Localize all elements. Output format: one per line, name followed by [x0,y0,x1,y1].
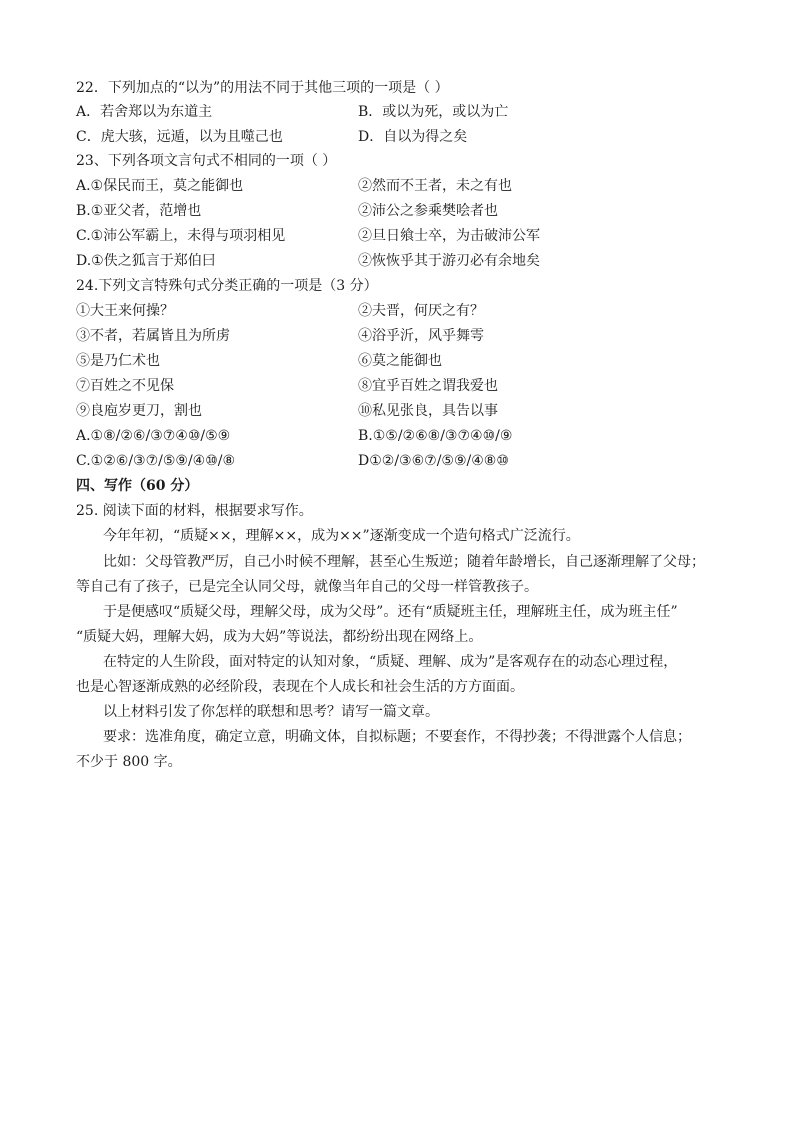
q23-option-d-right: ②恢恢乎其于游刃必有余地矣 [358,253,540,269]
material-paragraph-2-line-1: 比如：父母管教严厉，自己小时候不理解，甚至心生叛逆；随着年龄增长，自己逐渐理解了父母； [103,554,705,570]
q23-option-c-left: C.①沛公军霸上，未得与项羽相见 [76,228,286,244]
q24-option-d: D①②/③⑥⑦/⑤⑨/④⑧⑩ [358,453,509,469]
q23-option-c-right: ②旦日飨士卒，为击破沛公军 [358,228,540,244]
q22-stem: 22．下列加点的“以为”的用法不同于其他三项的一项是（ ） [76,80,449,96]
q23-option-d-left: D.①佚之狐言于郑伯曰 [76,253,216,269]
q23-option-a-right: ②然而不王者，未之有也 [358,178,512,194]
q24-item-1: ①大王来何操？ [76,303,174,319]
section-heading: 四、写作（60 分） [76,478,199,494]
q22-option-d: D．自以为得之矣 [358,129,468,145]
material-paragraph-2-line-2: 等自己有了孩子，已是完全认同父母，就像当年自己的父母一样管教孩子。 [76,579,538,595]
q25-stem: 25. 阅读下面的材料，根据要求写作。 [76,503,313,519]
q24-option-c: C.①②⑥/③⑦/⑤⑨/④⑩/⑧ [76,453,236,469]
q22-option-c: C．虎大骇，远遁，以为且噬己也 [76,129,283,145]
q24-item-4: ④浴乎沂，风乎舞雩 [358,328,484,344]
q24-item-2: ②夫晋，何厌之有？ [358,303,484,319]
q24-item-6: ⑥莫之能御也 [358,353,442,369]
material-paragraph-4-line-1: 在特定的人生阶段，面对特定的认知对象，“质疑、理解、成为”是客观存在的动态心理过程， [103,654,678,670]
q23-option-b-left: B.①亚父者，范增也 [76,203,202,219]
requirements-line-2: 不少于 800 字。 [76,754,182,770]
q23-option-a-left: A.①保民而王，莫之能御也 [76,178,244,194]
q22-option-a: A．若舍郑以为东道主 [76,104,213,120]
q24-item-5: ⑤是乃仁术也 [76,353,160,369]
q24-item-3: ③不者，若属皆且为所虏 [76,328,230,344]
q24-stem: 24.下列文言特殊句式分类正确的一项是（3 分） [76,278,378,294]
material-paragraph-1: 今年年初，“质疑××，理解××，成为××”逐渐变成一个造句格式广泛流行。 [103,528,580,544]
prompt-question: 以上材料引发了你怎样的联想和思考？请写一篇文章。 [103,704,439,720]
q23-stem: 23、下列各项文言句式不相同的一项（ ） [76,153,337,169]
q22-option-b: B．或以为死，或以为亡 [358,104,509,120]
q24-item-9: ⑨良庖岁更刀，割也 [76,403,202,419]
material-paragraph-3-line-2: “质疑大妈，理解大妈，成为大妈”等说法，都纷纷出现在网络上。 [76,629,483,645]
q24-option-b: B.①⑤/②⑥⑧/③⑦④⑩/⑨ [358,428,513,444]
q23-option-b-right: ②沛公之参乘樊哙者也 [358,203,498,219]
requirements-line-1: 要求：选准角度，确定立意，明确文体，自拟标题；不要套作，不得抄袭；不得泄露个人信息； [103,729,691,745]
q24-item-10: ⑩私见张良，具告以事 [358,403,498,419]
q24-option-a: A.①⑧/②⑥/③⑦④⑩/⑤⑨ [76,428,231,444]
material-paragraph-3-line-1: 于是便感叹“质疑父母，理解父母，成为父母”。还有“质疑班主任，理解班主任，成为班主任” [103,604,678,620]
material-paragraph-4-line-2: 也是心智逐渐成熟的必经阶段，表现在个人成长和社会生活的方方面面。 [76,679,524,695]
q24-item-8: ⑧宜乎百姓之谓我爱也 [358,378,498,394]
q24-item-7: ⑦百姓之不见保 [76,378,174,394]
